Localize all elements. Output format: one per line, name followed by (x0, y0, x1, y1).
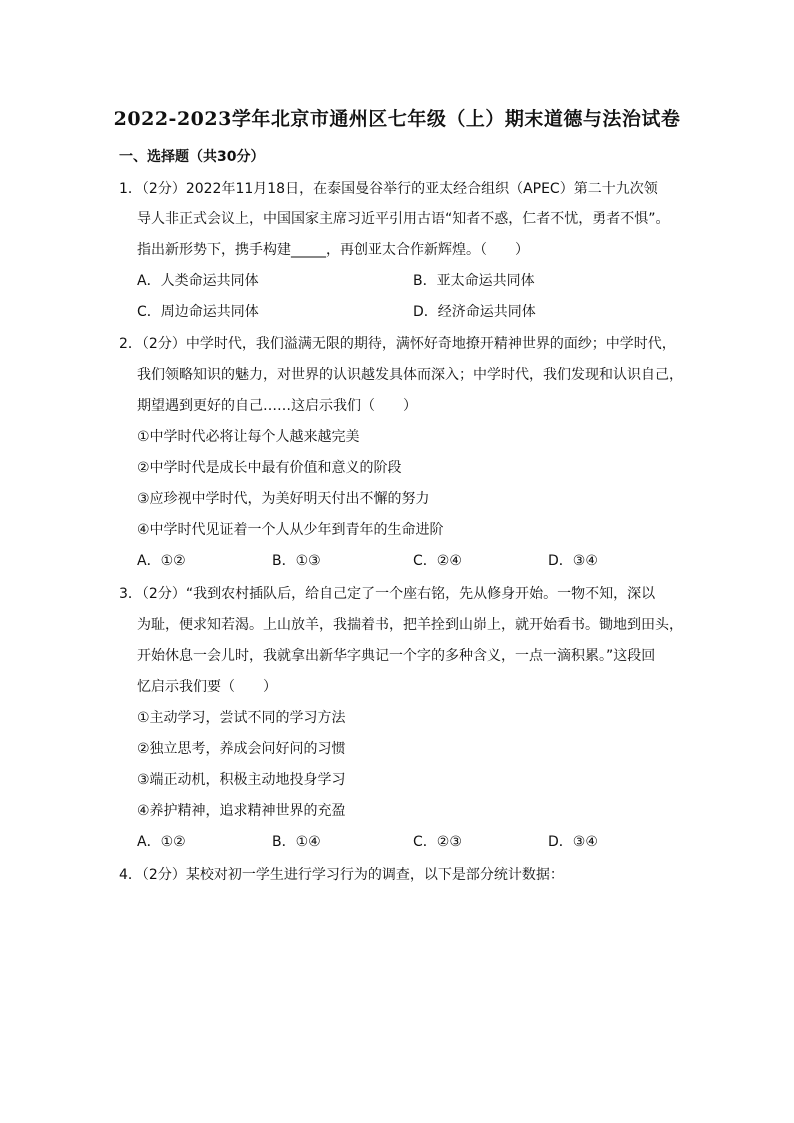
question-3-statement-1: ①主动学习，尝试不同的学习方法 (137, 710, 346, 726)
question-1-line-2: 导人非正式会议上，中国国家主席习近平引用古语“知者不惑，仁者不忧，勇者不惧”。 (137, 211, 670, 227)
question-2-option-a: A．①② (137, 553, 186, 569)
question-2-option-b: B．①③ (272, 553, 321, 569)
question-2-line-3: 期望遇到更好的自己……这启示我们（ ） (137, 398, 417, 414)
question-3-statement-4: ④养护精神，追求精神世界的充盈 (137, 803, 346, 819)
question-3-option-c: C．②③ (413, 834, 462, 850)
question-1-line-1: 1．（2分）2022年11月18日，在泰国曼谷举行的亚太经合组织（APEC）第二十九次领 (119, 181, 658, 197)
question-1-option-b: B．亚太命运共同体 (413, 273, 535, 289)
question-2-statement-3: ③应珍视中学时代，为美好明天付出不懈的努力 (137, 491, 430, 507)
question-3-line-1: 3．（2分）“我到农村插队后，给自己定了一个座右铭，先从修身开始。一物不知，深以 (119, 586, 656, 602)
question-3-option-b: B．①④ (272, 834, 321, 850)
question-4-line-1: 4．（2分）某校对初一学生进行学习行为的调查，以下是部分统计数据： (119, 867, 564, 883)
exam-title: 2022-2023学年北京市通州区七年级（上）期末道德与法治试卷 (113, 108, 681, 130)
question-1-option-d: D．经济命运共同体 (413, 304, 536, 320)
question-3-option-d: D．③④ (548, 834, 598, 850)
question-1-option-c: C．周边命运共同体 (137, 304, 259, 320)
question-2-statement-2: ②中学时代是成长中最有价值和意义的阶段 (137, 460, 402, 476)
question-3-line-4: 忆启示我们要（ ） (137, 679, 277, 695)
question-2-line-1: 2．（2分）中学时代，我们溢满无限的期待，满怀好奇地撩开精神世界的面纱；中学时代， (119, 336, 676, 352)
question-3-line-2: 为耻，便求知若渴。上山放羊，我揣着书，把羊拴到山峁上，就开始看书。锄地到田头， (137, 617, 683, 633)
question-2-statement-4: ④中学时代见证着一个人从少年到青年的生命进阶 (137, 522, 444, 538)
question-2-line-2: 我们领略知识的魅力，对世界的认识越发具体而深入；中学时代，我们发现和认识自己， (137, 367, 683, 383)
question-3-statement-2: ②独立思考，养成会问好问的习惯 (137, 741, 346, 757)
question-2-option-d: D．③④ (548, 553, 598, 569)
question-3-line-3: 开始休息一会儿时，我就拿出新华字典记一个字的多种含义，一点一滴积累。”这段回 (137, 648, 656, 664)
question-2-option-c: C．②④ (413, 553, 462, 569)
question-1-option-a: A．人类命运共同体 (137, 273, 259, 289)
question-3-option-a: A．①② (137, 834, 186, 850)
question-3-statement-3: ③端正动机，积极主动地投身学习 (137, 772, 346, 788)
question-2-statement-1: ①中学时代必将让每个人越来越完美 (137, 429, 360, 445)
question-1-line-3: 指出新形势下，携手构建_____，再创亚太合作新辉煌。（ ） (137, 242, 529, 258)
section-heading: 一、选择题（共30分） (119, 149, 265, 165)
